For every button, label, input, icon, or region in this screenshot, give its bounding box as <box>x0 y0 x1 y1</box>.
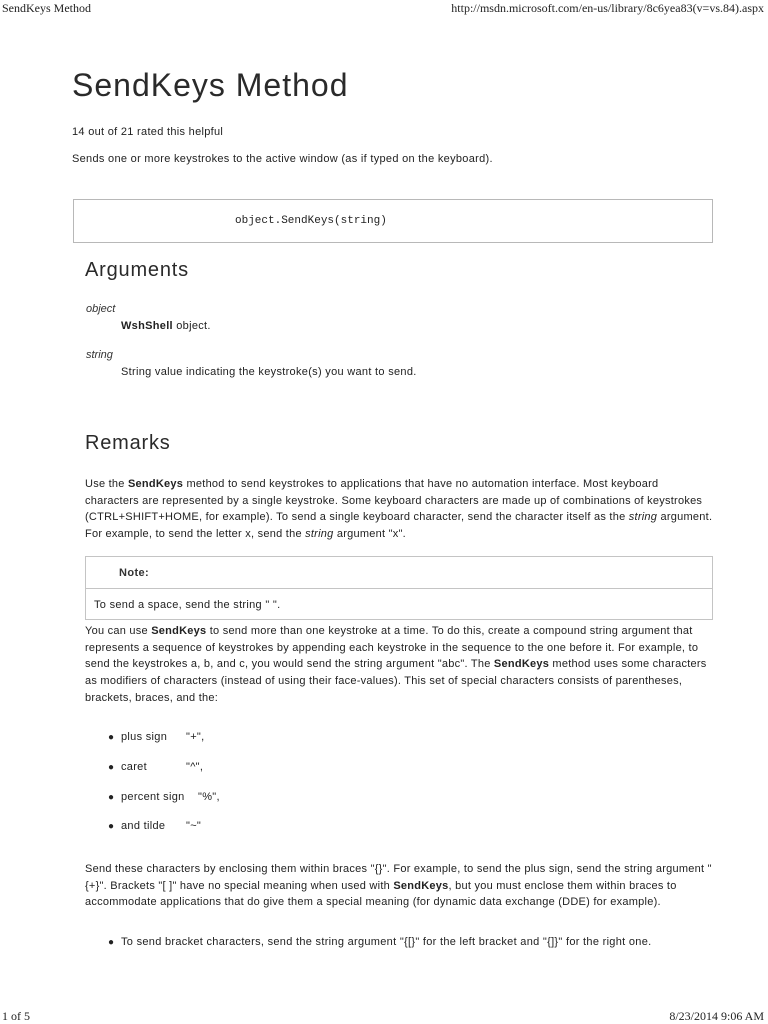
text-run: You can use <box>85 625 152 637</box>
special-char-label: percent sign <box>121 791 185 803</box>
note-box <box>85 556 713 620</box>
print-timestamp: 8/23/2014 9:06 AM <box>669 1009 764 1023</box>
syntax-code-block[interactable] <box>73 199 713 243</box>
code-term: SendKeys <box>493 658 550 671</box>
special-char-value: "+", <box>186 731 205 743</box>
remarks-paragraph-1 <box>85 476 715 543</box>
print-header-url: http://msdn.microsoft.com/en-us/library/8c6yea83(v=vs.84).aspx <box>451 1 764 15</box>
bullet-icon: ● <box>108 792 115 803</box>
param-name-object: object <box>86 303 116 315</box>
special-char-label: plus sign <box>121 731 168 743</box>
text-run: method to send keystrokes to applications that have no automation interface. Most keyboard characters are represented by a single keystroke. Some keyboard characters are made up of combinations of keystrokes (CTRL+SHIFT+HOME, for example). To send a single keyboard character, send the character itself as the <box>85 478 703 524</box>
print-header-title: SendKeys Method <box>2 1 91 15</box>
code-term: SendKeys <box>127 478 184 490</box>
param-term: string <box>305 528 334 541</box>
special-char-value: "%", <box>198 791 220 803</box>
param-desc-bold: WshShell <box>121 320 173 332</box>
page-title: SendKeys Method <box>72 67 349 103</box>
syntax-code[interactable]: object.SendKeys(string) <box>235 215 387 227</box>
special-char-label: caret <box>121 761 147 773</box>
special-char-value: "~" <box>186 820 202 832</box>
bracket-tip-text: To send bracket characters, send the string argument "{[}" for the left bracket and "{]}" for the right one. <box>121 936 652 948</box>
text-run: Send these characters by enclosing them within braces "{}". For example, to send the plus sign, send the string argument "{+}". Brackets "[ ]" have no special meaning when used with <box>85 863 712 892</box>
note-label: Note: <box>119 567 150 579</box>
code-term: SendKeys <box>151 625 207 637</box>
note-header <box>86 557 712 589</box>
special-char-label: and tilde <box>121 820 166 832</box>
remarks-paragraph-2 <box>85 623 715 707</box>
param-name-string: string <box>86 349 113 361</box>
bullet-icon: ● <box>108 762 115 773</box>
remarks-paragraph-3 <box>85 861 715 911</box>
param-desc-object <box>121 320 211 332</box>
special-char-value: "^", <box>186 761 204 773</box>
text-run: , but you must enclose them within braces to accommodate applications that do give them a special meaning (for dynamic data exchange (DDE) for example). <box>85 879 677 909</box>
arguments-heading: Arguments <box>85 259 189 281</box>
bullet-icon: ● <box>108 937 115 948</box>
remarks-heading: Remarks <box>85 432 171 454</box>
rating-text: 14 out of 21 rated this helpful <box>72 126 224 138</box>
param-term: string <box>628 511 658 524</box>
text-run: to send more than one keystroke at a time. To do this, create a compound string argument that represents a sequence of keystrokes by appending each keystroke in the sequence to the one before it. For example, to send the keystrokes a, b, and c, you would send the string argument "abc". The <box>85 625 699 671</box>
param-desc-string: String value indicating the keystroke(s) you want to send. <box>121 366 417 378</box>
code-term: SendKeys <box>393 879 449 892</box>
page-number: 1 of 5 <box>2 1009 30 1023</box>
note-text: To send a space, send the string " ". <box>94 599 281 611</box>
bullet-icon: ● <box>108 732 115 743</box>
bullet-icon: ● <box>108 821 115 832</box>
text-run: argument. For example, to send the letter x, send the <box>85 511 713 541</box>
text-run: Use the <box>85 478 128 490</box>
text-run: method uses some characters as modifiers of characters (instead of using their face-values). This set of special characters consists of parentheses, brackets, braces, and the: <box>85 658 707 704</box>
param-desc-text: object. <box>172 320 211 332</box>
text-run: argument "x". <box>333 528 406 541</box>
method-summary: Sends one or more keystrokes to the active window (as if typed on the keyboard). <box>72 153 493 165</box>
